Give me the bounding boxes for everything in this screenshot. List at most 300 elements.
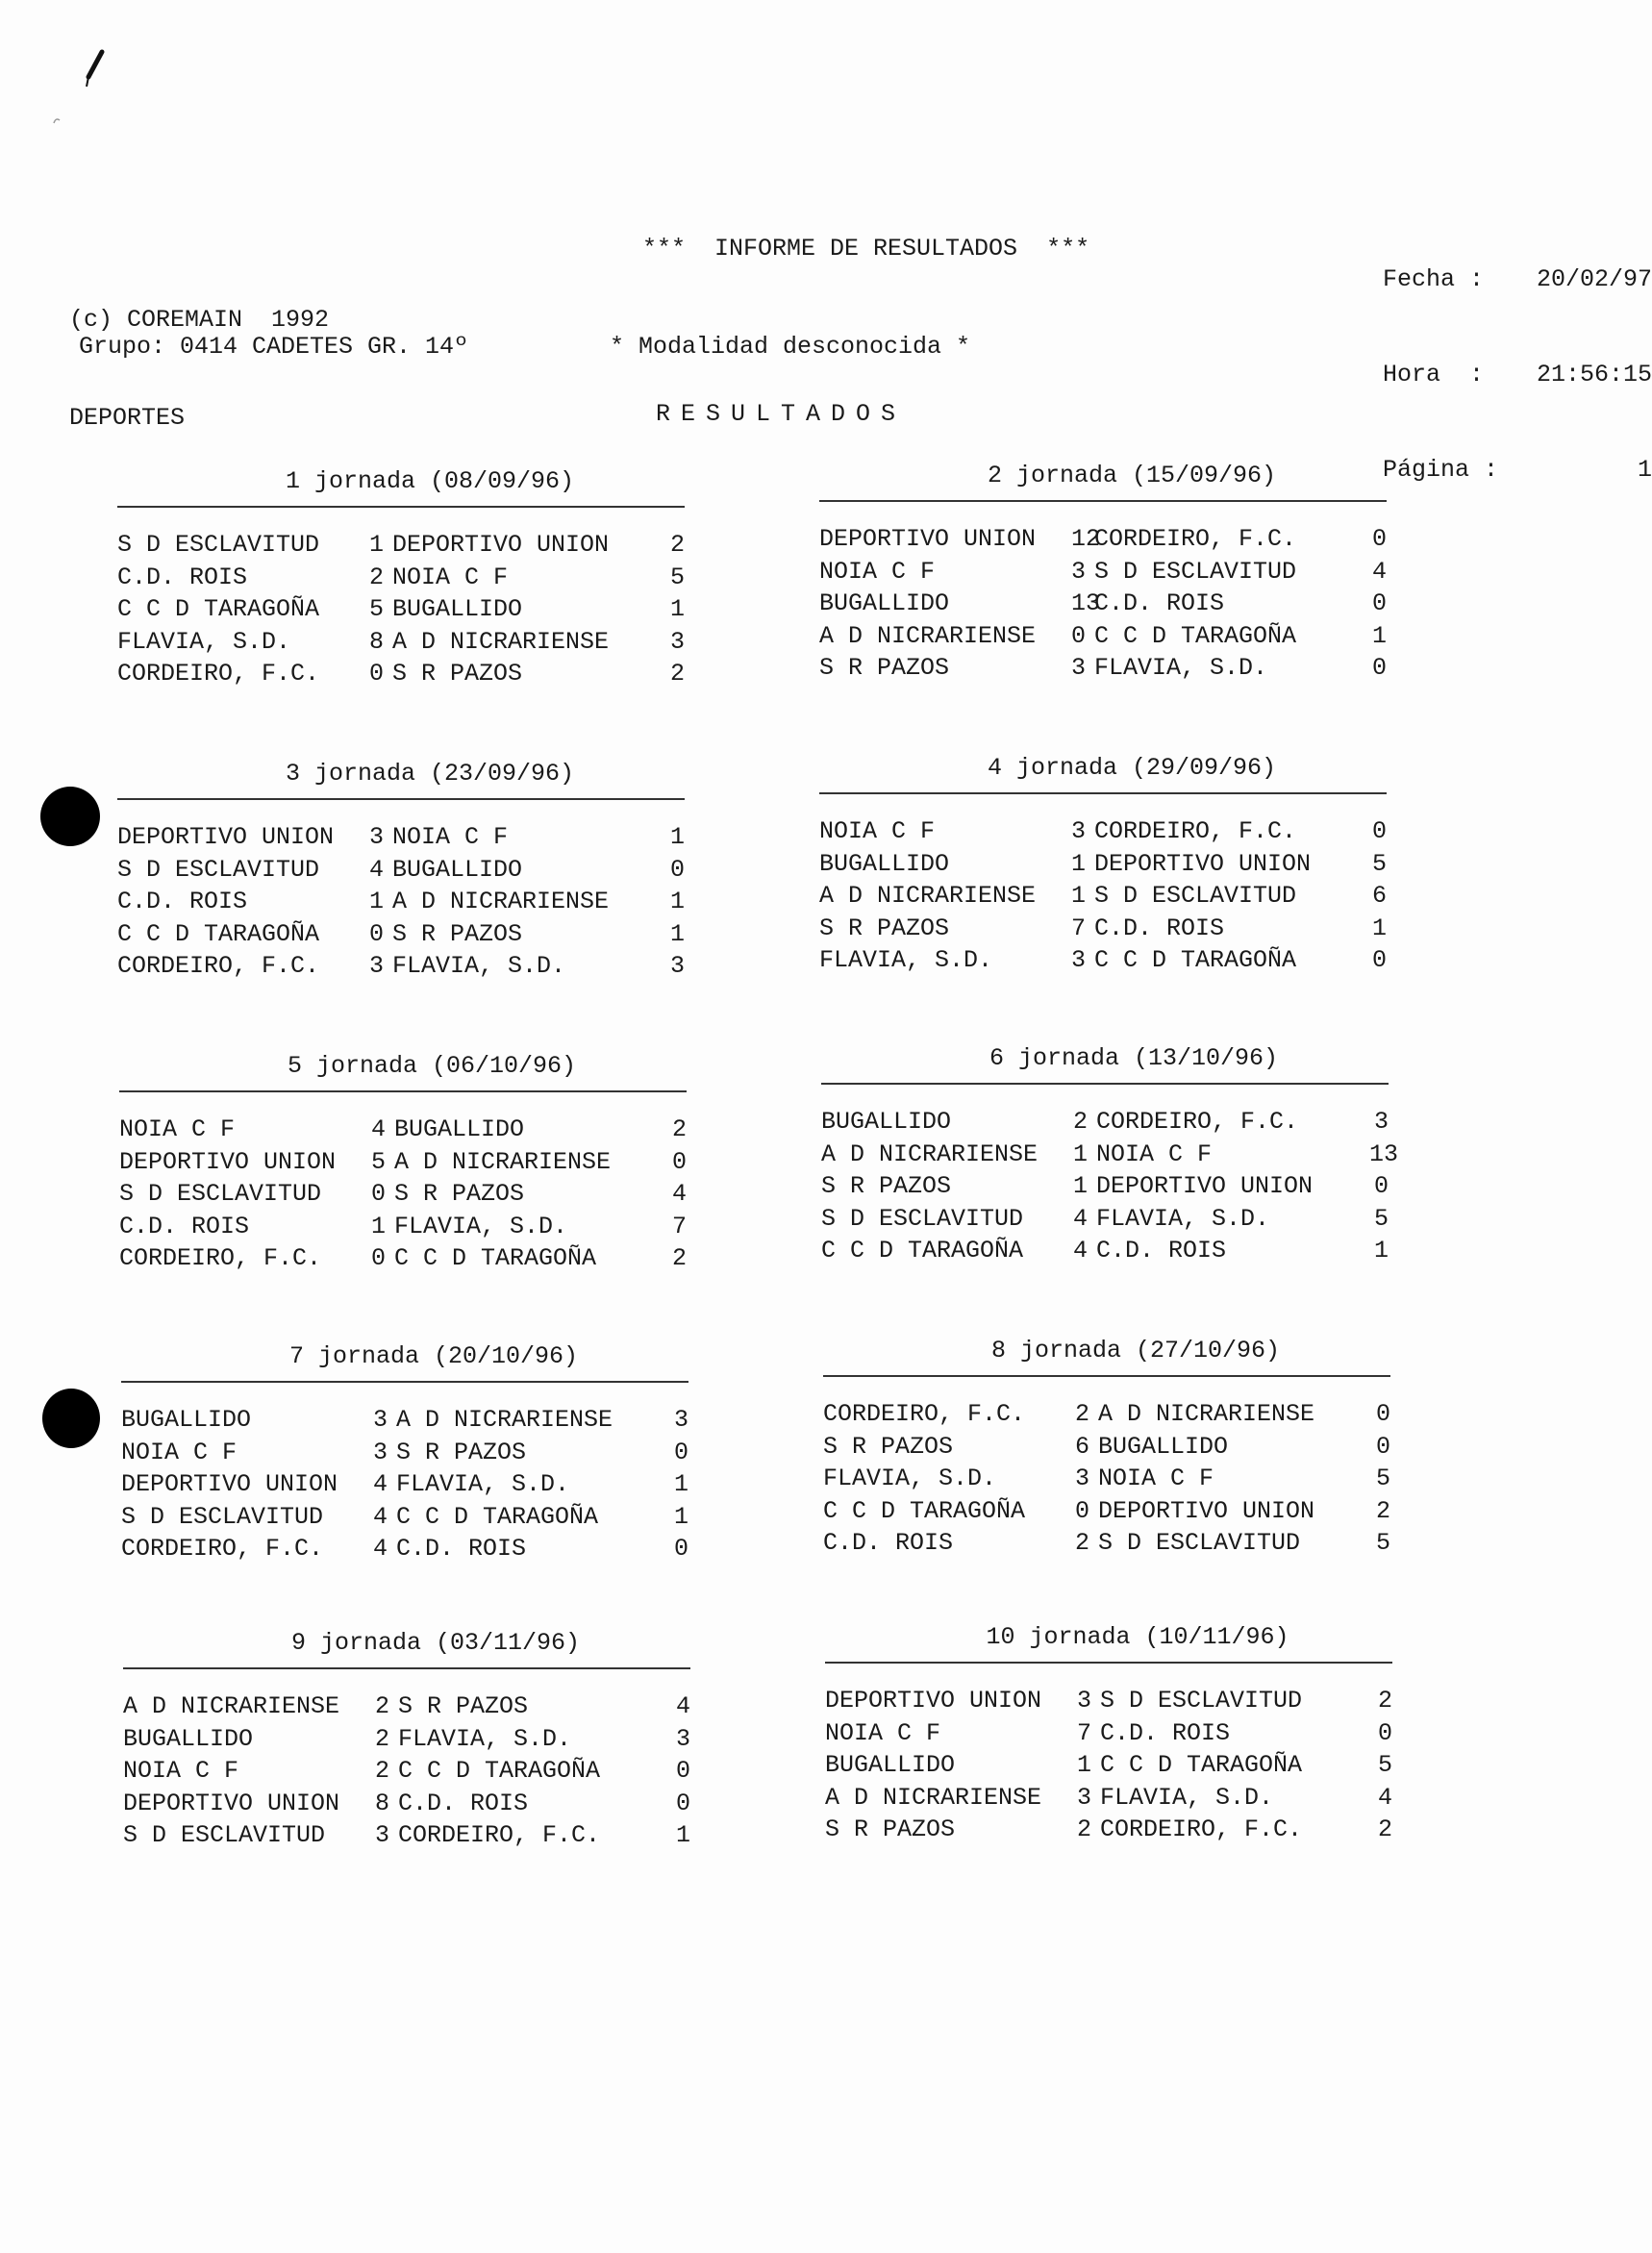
away-team: C.D. ROIS: [1100, 1718, 1231, 1747]
away-team: FLAVIA, S.D.: [394, 1212, 568, 1240]
away-team: S D ESCLAVITUD: [1100, 1687, 1303, 1715]
home-score: 0: [371, 1180, 387, 1209]
away-team: C.D. ROIS: [1094, 589, 1225, 618]
jornada-title: 8 jornada (27/10/96): [990, 1337, 1281, 1364]
jornada-block: [119, 1052, 687, 1275]
home-team: BUGALLIDO: [819, 589, 950, 618]
away-team: FLAVIA, S.D.: [398, 1724, 572, 1753]
pagina-value: 1: [1637, 456, 1652, 484]
away-score: 0: [1371, 589, 1387, 618]
away-score: 4: [1371, 557, 1387, 586]
away-team: S R PAZOS: [392, 919, 523, 948]
away-team: A D NICRARIENSE: [1098, 1400, 1315, 1429]
away-team: C C D TARAGOÑA: [1100, 1751, 1303, 1780]
home-team: CORDEIRO, F.C.: [121, 1535, 324, 1564]
match-row: [825, 1717, 1392, 1750]
home-team: DEPORTIVO UNION: [121, 1470, 338, 1499]
away-team: BUGALLIDO: [394, 1115, 525, 1144]
match-row: [123, 1788, 690, 1820]
home-score: 1: [1071, 849, 1087, 878]
grupo-code: Grupo: 0414: [79, 333, 238, 361]
match-row: [819, 588, 1387, 620]
away-score: 0: [669, 855, 685, 884]
home-score: 4: [1073, 1204, 1089, 1233]
away-score: 0: [675, 1789, 690, 1817]
jornada-title: 1 jornada (08/09/96): [285, 467, 575, 495]
away-score: 0: [1373, 1172, 1389, 1201]
home-score: 3: [369, 952, 385, 981]
home-team: CORDEIRO, F.C.: [823, 1400, 1026, 1429]
home-score: 2: [1075, 1529, 1090, 1558]
match-row: [819, 523, 1387, 556]
home-team: CORDEIRO, F.C.: [119, 1244, 322, 1273]
away-team: A D NICRARIENSE: [394, 1147, 612, 1176]
jornada-block: [117, 467, 685, 690]
divider: [117, 506, 685, 508]
home-score: 0: [369, 660, 385, 688]
fecha-value: 20/02/97: [1536, 265, 1652, 293]
home-score: 8: [375, 1789, 390, 1817]
copyright-line: (c) COREMAIN 1992: [69, 306, 330, 334]
match-row: [819, 848, 1387, 881]
punch-hole-bottom: [42, 1389, 100, 1448]
home-team: DEPORTIVO UNION: [123, 1789, 340, 1817]
home-score: 0: [369, 919, 385, 948]
away-score: 2: [1377, 1687, 1392, 1715]
hora-value: 21:56:15: [1536, 361, 1652, 388]
home-team: DEPORTIVO UNION: [117, 823, 335, 852]
home-team: NOIA C F: [119, 1115, 236, 1144]
home-team: C C D TARAGOÑA: [821, 1237, 1024, 1265]
away-score: 1: [669, 595, 685, 624]
home-team: S R PAZOS: [819, 654, 950, 683]
match-row: [819, 880, 1387, 913]
match-row: [825, 1782, 1392, 1815]
away-score: 2: [1375, 1496, 1390, 1525]
home-score: 4: [371, 1115, 387, 1144]
away-team: S D ESCLAVITUD: [1094, 882, 1297, 911]
match-row: [123, 1819, 690, 1852]
jornada-block: [121, 1342, 688, 1565]
home-team: S R PAZOS: [821, 1172, 952, 1201]
home-score: 8: [369, 627, 385, 656]
home-team: BUGALLIDO: [819, 849, 950, 878]
away-score: 3: [669, 627, 685, 656]
away-team: CORDEIRO, F.C.: [1094, 817, 1297, 846]
home-score: 6: [1075, 1432, 1090, 1461]
home-team: C C D TARAGOÑA: [117, 919, 320, 948]
match-row: [121, 1501, 688, 1534]
match-row: [823, 1495, 1390, 1528]
jornada-title: 5 jornada (06/10/96): [287, 1052, 577, 1080]
home-team: A D NICRARIENSE: [819, 621, 1037, 650]
away-score: 0: [1371, 525, 1387, 554]
home-score: 3: [1077, 1783, 1092, 1812]
match-row: [123, 1690, 690, 1723]
match-row: [119, 1114, 687, 1146]
jornada-title: 7 jornada (20/10/96): [288, 1342, 579, 1370]
match-row: [117, 950, 685, 983]
away-team: C.D. ROIS: [1094, 914, 1225, 942]
home-team: CORDEIRO, F.C.: [117, 660, 320, 688]
home-team: FLAVIA, S.D.: [819, 946, 993, 975]
match-row: [823, 1398, 1390, 1431]
away-score: 5: [1375, 1464, 1390, 1493]
away-team: FLAVIA, S.D.: [1094, 654, 1268, 683]
hora-row: [1383, 359, 1652, 390]
match-row: [121, 1437, 688, 1469]
match-row: [821, 1235, 1389, 1267]
divider: [119, 1090, 687, 1092]
away-team: BUGALLIDO: [392, 595, 523, 624]
away-score: 13: [1369, 1139, 1399, 1168]
away-score: 3: [669, 952, 685, 981]
jornada-block: [117, 760, 685, 983]
home-team: NOIA C F: [123, 1757, 239, 1786]
divider: [819, 792, 1387, 794]
divider: [825, 1662, 1392, 1664]
away-team: CORDEIRO, F.C.: [1094, 525, 1297, 554]
away-team: DEPORTIVO UNION: [1094, 849, 1312, 878]
match-row: [825, 1685, 1392, 1717]
match-row: [819, 620, 1387, 653]
away-team: C.D. ROIS: [398, 1789, 529, 1817]
home-score: 7: [1071, 914, 1087, 942]
away-score: 0: [675, 1757, 690, 1786]
jornada-title: 3 jornada (23/09/96): [285, 760, 575, 788]
home-score: 2: [1075, 1400, 1090, 1429]
away-team: C C D TARAGOÑA: [1094, 946, 1297, 975]
home-score: 2: [1077, 1815, 1092, 1844]
away-score: 6: [1371, 882, 1387, 911]
jornada-block: [123, 1629, 690, 1852]
home-team: BUGALLIDO: [825, 1751, 956, 1780]
section-title: RESULTADOS: [656, 400, 907, 428]
jornada-title: 10 jornada (10/11/96): [986, 1623, 1289, 1651]
home-score: 0: [1071, 621, 1087, 650]
away-team: FLAVIA, S.D.: [1100, 1783, 1274, 1812]
away-score: 0: [1371, 946, 1387, 975]
away-score: 5: [669, 563, 685, 591]
away-score: 4: [675, 1692, 690, 1721]
away-team: C C D TARAGOÑA: [1094, 621, 1297, 650]
home-team: S R PAZOS: [819, 914, 950, 942]
away-score: 3: [673, 1406, 688, 1435]
away-score: 0: [1375, 1432, 1390, 1461]
match-row: [117, 854, 685, 887]
match-row: [819, 652, 1387, 685]
match-row: [819, 944, 1387, 977]
divider: [123, 1667, 690, 1669]
match-row: [821, 1139, 1399, 1171]
away-score: 1: [669, 919, 685, 948]
away-team: FLAVIA, S.D.: [392, 952, 566, 981]
home-team: NOIA C F: [825, 1718, 941, 1747]
home-score: 3: [369, 823, 385, 852]
home-score: 5: [369, 595, 385, 624]
pagina-label: Página :: [1383, 456, 1499, 484]
away-score: 5: [1377, 1751, 1392, 1780]
away-score: 0: [1371, 817, 1387, 846]
away-score: 2: [671, 1115, 687, 1144]
home-team: C.D. ROIS: [823, 1529, 954, 1558]
home-score: 3: [1077, 1687, 1092, 1715]
match-row: [123, 1723, 690, 1756]
away-team: CORDEIRO, F.C.: [1096, 1108, 1299, 1137]
home-team: C.D. ROIS: [119, 1212, 250, 1240]
away-team: FLAVIA, S.D.: [1096, 1204, 1270, 1233]
away-team: DEPORTIVO UNION: [1096, 1172, 1314, 1201]
pagina-row: [1383, 454, 1652, 486]
divider: [121, 1381, 688, 1383]
home-score: 2: [375, 1692, 390, 1721]
modalidad: * Modalidad desconocida *: [610, 333, 971, 361]
home-score: 4: [1073, 1237, 1089, 1265]
away-team: NOIA C F: [392, 823, 509, 852]
away-score: 5: [1373, 1204, 1389, 1233]
home-team: S R PAZOS: [825, 1815, 956, 1844]
away-score: 2: [671, 1244, 687, 1273]
home-team: BUGALLIDO: [123, 1724, 254, 1753]
away-score: 1: [673, 1502, 688, 1531]
jornada-block: [819, 754, 1387, 977]
home-team: S D ESCLAVITUD: [117, 531, 320, 560]
home-team: C.D. ROIS: [117, 563, 248, 591]
home-score: 2: [375, 1757, 390, 1786]
jornada-title: 6 jornada (13/10/96): [989, 1044, 1279, 1072]
home-team: FLAVIA, S.D.: [117, 627, 291, 656]
report-title: *** INFORME DE RESULTADOS ***: [642, 235, 1090, 263]
home-score: 1: [1073, 1172, 1089, 1201]
away-score: 5: [1371, 849, 1387, 878]
away-team: NOIA C F: [1098, 1464, 1214, 1493]
away-score: 0: [1377, 1718, 1392, 1747]
hora-label: Hora :: [1383, 361, 1485, 388]
home-team: C.D. ROIS: [117, 888, 248, 916]
away-team: DEPORTIVO UNION: [1098, 1496, 1315, 1525]
away-team: S R PAZOS: [398, 1692, 529, 1721]
divider: [819, 500, 1387, 502]
home-score: 3: [373, 1406, 388, 1435]
match-row: [117, 562, 685, 594]
away-team: C.D. ROIS: [396, 1535, 527, 1564]
match-row: [119, 1178, 687, 1211]
home-score: 2: [369, 563, 385, 591]
match-row: [119, 1146, 687, 1179]
match-row: [117, 529, 685, 562]
away-score: 3: [675, 1724, 690, 1753]
home-score: 3: [1071, 557, 1087, 586]
home-score: 4: [373, 1470, 388, 1499]
away-team: C C D TARAGOÑA: [398, 1757, 601, 1786]
match-row: [117, 626, 685, 659]
match-row: [825, 1749, 1392, 1782]
away-score: 0: [1371, 654, 1387, 683]
home-team: DEPORTIVO UNION: [819, 525, 1037, 554]
match-row: [119, 1242, 687, 1275]
match-row: [825, 1814, 1392, 1846]
jornada-title: 9 jornada (03/11/96): [290, 1629, 581, 1657]
jornada-title: 2 jornada (15/09/96): [987, 462, 1277, 489]
home-score: 3: [1075, 1464, 1090, 1493]
divider: [823, 1375, 1390, 1377]
away-team: FLAVIA, S.D.: [396, 1470, 570, 1499]
home-score: 4: [373, 1535, 388, 1564]
pen-mark-icon: [75, 48, 113, 96]
home-team: A D NICRARIENSE: [825, 1783, 1042, 1812]
jornada-block: [821, 1044, 1399, 1267]
away-score: 2: [669, 660, 685, 688]
away-team: S R PAZOS: [396, 1438, 527, 1466]
home-score: 3: [1071, 817, 1087, 846]
home-score: 4: [373, 1502, 388, 1531]
away-team: S D ESCLAVITUD: [1094, 557, 1297, 586]
home-team: S D ESCLAVITUD: [121, 1502, 324, 1531]
away-team: DEPORTIVO UNION: [392, 531, 610, 560]
divider: [821, 1083, 1389, 1085]
away-score: 7: [671, 1212, 687, 1240]
match-row: [119, 1211, 687, 1243]
home-score: 3: [1071, 946, 1087, 975]
away-score: 2: [669, 531, 685, 560]
home-team: S D ESCLAVITUD: [117, 855, 320, 884]
home-team: NOIA C F: [819, 817, 936, 846]
jornada-block: [823, 1337, 1390, 1560]
jornada-block: [819, 462, 1387, 685]
home-score: 5: [371, 1147, 387, 1176]
away-team: CORDEIRO, F.C.: [398, 1821, 601, 1850]
home-score: 0: [1075, 1496, 1090, 1525]
away-score: 1: [669, 888, 685, 916]
jornada-title: 4 jornada (29/09/96): [987, 754, 1277, 782]
away-score: 0: [1375, 1400, 1390, 1429]
away-score: 1: [1371, 621, 1387, 650]
jornada-block: [825, 1623, 1392, 1846]
away-score: 0: [673, 1438, 688, 1466]
home-team: S D ESCLAVITUD: [821, 1204, 1024, 1233]
home-team: A D NICRARIENSE: [821, 1139, 1039, 1168]
report-meta: [1383, 200, 1652, 517]
grupo-name: CADETES GR. 14º: [252, 333, 469, 361]
home-team: S D ESCLAVITUD: [123, 1821, 326, 1850]
home-score: 7: [1077, 1718, 1092, 1747]
away-score: 3: [1373, 1108, 1389, 1137]
away-team: A D NICRARIENSE: [392, 888, 610, 916]
home-team: DEPORTIVO UNION: [825, 1687, 1042, 1715]
home-score: 0: [371, 1244, 387, 1273]
away-team: CORDEIRO, F.C.: [1100, 1815, 1303, 1844]
home-team: A D NICRARIENSE: [819, 882, 1037, 911]
away-score: 1: [1371, 914, 1387, 942]
match-row: [117, 821, 685, 854]
away-team: C C D TARAGOÑA: [394, 1244, 597, 1273]
fecha-label: Fecha :: [1383, 265, 1485, 293]
home-team: CORDEIRO, F.C.: [117, 952, 320, 981]
home-team: DEPORTIVO UNION: [119, 1147, 337, 1176]
match-row: [821, 1203, 1389, 1236]
home-score: 1: [369, 888, 385, 916]
match-row: [821, 1106, 1389, 1139]
away-score: 0: [671, 1147, 687, 1176]
away-team: BUGALLIDO: [392, 855, 523, 884]
match-row: [819, 815, 1387, 848]
home-score: 3: [373, 1438, 388, 1466]
match-row: [123, 1755, 690, 1788]
away-team: BUGALLIDO: [1098, 1432, 1229, 1461]
home-team: C C D TARAGOÑA: [823, 1496, 1026, 1525]
away-score: 4: [671, 1180, 687, 1209]
away-team: NOIA C F: [392, 563, 509, 591]
match-row: [121, 1404, 688, 1437]
away-score: 2: [1377, 1815, 1392, 1844]
match-row: [121, 1533, 688, 1565]
match-row: [117, 886, 685, 918]
away-team: A D NICRARIENSE: [396, 1406, 613, 1435]
home-team: S D ESCLAVITUD: [119, 1180, 322, 1209]
match-row: [821, 1170, 1389, 1203]
match-row: [823, 1527, 1390, 1560]
home-score: 2: [1073, 1108, 1089, 1137]
home-score: 1: [1071, 882, 1087, 911]
match-row: [121, 1468, 688, 1501]
away-team: A D NICRARIENSE: [392, 627, 610, 656]
home-score: 3: [1071, 654, 1087, 683]
away-score: 1: [673, 1470, 688, 1499]
home-team: BUGALLIDO: [821, 1108, 952, 1137]
away-team: S R PAZOS: [392, 660, 523, 688]
home-team: NOIA C F: [121, 1438, 238, 1466]
home-score: 2: [375, 1724, 390, 1753]
home-score: 13: [1071, 589, 1101, 618]
away-score: 1: [669, 823, 685, 852]
home-score: 12: [1071, 525, 1101, 554]
match-row: [117, 658, 685, 690]
match-row: [117, 593, 685, 626]
match-row: [117, 918, 685, 951]
away-team: NOIA C F: [1096, 1139, 1213, 1168]
home-team: BUGALLIDO: [121, 1406, 252, 1435]
home-score: 1: [1077, 1751, 1092, 1780]
away-team: S R PAZOS: [394, 1180, 525, 1209]
home-team: NOIA C F: [819, 557, 936, 586]
home-team: C C D TARAGOÑA: [117, 595, 320, 624]
match-row: [823, 1431, 1390, 1464]
away-team: C.D. ROIS: [1096, 1237, 1227, 1265]
home-team: S R PAZOS: [823, 1432, 954, 1461]
match-row: [819, 913, 1387, 945]
away-score: 5: [1375, 1529, 1390, 1558]
home-score: 1: [371, 1212, 387, 1240]
home-score: 4: [369, 855, 385, 884]
home-team: FLAVIA, S.D.: [823, 1464, 997, 1493]
section-line: DEPORTES: [69, 404, 186, 432]
away-score: 0: [673, 1535, 688, 1564]
match-row: [819, 556, 1387, 588]
punch-hole-top: [40, 787, 100, 846]
divider: [117, 798, 685, 800]
away-score: 1: [1373, 1237, 1389, 1265]
away-score: 4: [1377, 1783, 1392, 1812]
home-team: A D NICRARIENSE: [123, 1692, 340, 1721]
away-team: S D ESCLAVITUD: [1098, 1529, 1301, 1558]
home-score: 3: [375, 1821, 390, 1850]
away-team: C C D TARAGOÑA: [396, 1502, 599, 1531]
home-score: 1: [369, 531, 385, 560]
match-row: [823, 1463, 1390, 1495]
fecha-row: [1383, 263, 1652, 295]
away-score: 1: [675, 1821, 690, 1850]
home-score: 1: [1073, 1139, 1089, 1168]
